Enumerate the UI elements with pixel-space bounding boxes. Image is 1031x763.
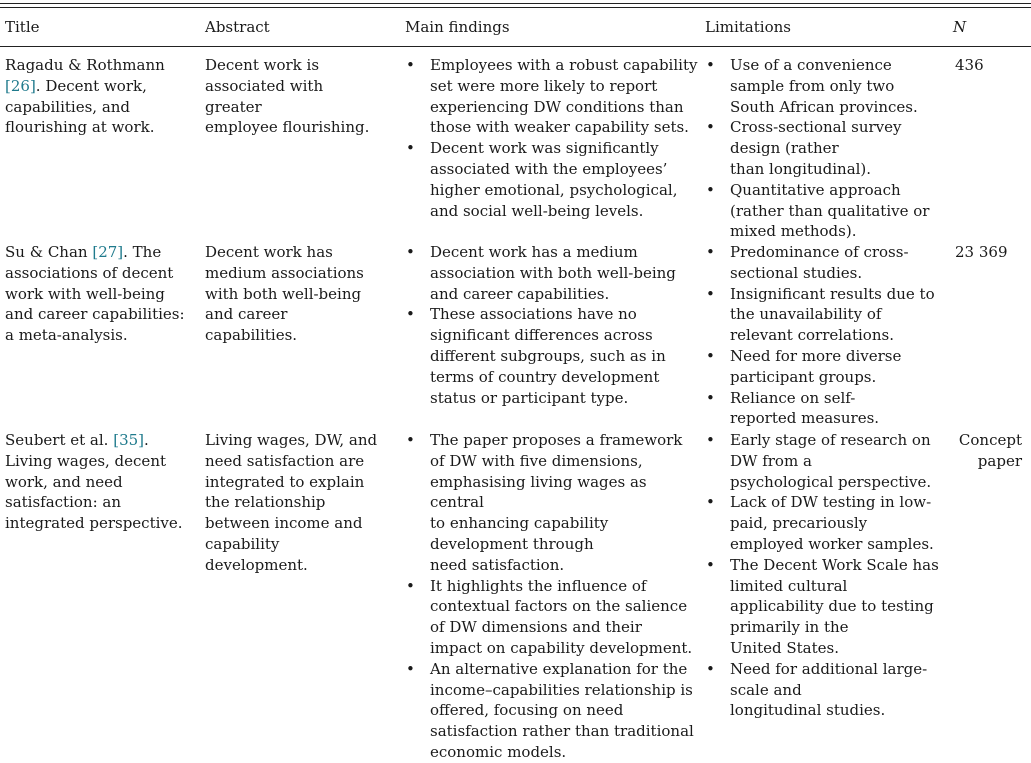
table-top-rule (0, 3, 1031, 4)
bullet-icon: • (406, 659, 415, 678)
row-2-findings-list (403, 242, 698, 408)
limitations-line: mixed methods). (730, 222, 857, 241)
bullet-icon: • (706, 659, 715, 678)
title-line: a meta-analysis. (5, 326, 128, 345)
limitations-line: psychological perspective. (730, 472, 932, 491)
abstract-line: greater (205, 97, 262, 116)
findings-line: It highlights the influence of (430, 576, 647, 595)
limitations-line: DW from a (730, 451, 812, 470)
findings-line: and career capabilities. (430, 284, 610, 303)
title-line: Ragadu & Rothmann (5, 56, 165, 74)
limitations-bullet-item (703, 346, 943, 388)
limitations-bullet-item (703, 555, 943, 659)
bullet-icon: • (706, 346, 715, 365)
limitations-line: Reliance on self- (730, 388, 856, 407)
findings-line: Decent work has a medium (430, 243, 638, 261)
findings-line: development through (430, 534, 594, 553)
findings-bullet-item (403, 576, 698, 659)
findings-line: associated with the employees’ (430, 159, 668, 178)
limitations-bullet-item (703, 117, 943, 179)
header-title: Title (5, 18, 40, 36)
findings-line: higher emotional, psychological, (430, 180, 678, 199)
bullet-icon: • (706, 388, 715, 407)
findings-line: significant differences across (430, 326, 653, 345)
header-main-findings: Main findings (405, 18, 510, 36)
findings-line: different subgroups, such as in (430, 346, 666, 365)
abstract-line: integrated to explain (205, 472, 365, 491)
limitations-line: Need for additional large- (730, 659, 928, 678)
title-line: work, and need (5, 472, 123, 491)
findings-line: satisfaction rather than traditional (430, 722, 694, 741)
title-line: Su & Chan [27]. The (5, 243, 162, 261)
findings-line: Decent work was significantly (430, 139, 659, 158)
limitations-bullet-item (703, 388, 943, 430)
bullet-icon: • (406, 56, 415, 74)
bullet-icon: • (706, 56, 715, 74)
findings-line: emphasising living wages as central (430, 472, 647, 512)
limitations-line: Use of a convenience (730, 56, 892, 74)
findings-line: set were more likely to report (430, 76, 658, 95)
limitations-line: Quantitative approach (730, 180, 901, 199)
limitations-line: scale and (730, 680, 802, 699)
row-1-n (955, 55, 1027, 76)
limitations-line: Early stage of research on (730, 431, 931, 449)
header-rule (0, 46, 1031, 47)
findings-bullet-item (403, 659, 698, 763)
row-2-n (955, 242, 1027, 263)
row-1-abstract (205, 55, 407, 138)
limitations-line: sectional studies. (730, 263, 863, 282)
header-limitations: Limitations (705, 18, 791, 36)
abstract-line: between income and (205, 514, 363, 533)
limitations-bullet-item (703, 180, 943, 242)
title-line: work with well-being (5, 284, 165, 303)
n-value-line: 23 369 (955, 243, 1008, 261)
bullet-icon: • (706, 493, 715, 512)
bullet-icon: • (706, 180, 715, 199)
abstract-line: Decent work has (205, 243, 333, 261)
n-value-line: Concept (958, 431, 1022, 449)
title-line: and career capabilities: (5, 305, 185, 324)
bullet-icon: • (406, 431, 415, 449)
limitations-line: limited cultural (730, 576, 848, 595)
limitations-line: participant groups. (730, 367, 877, 386)
limitations-line: the unavailability of (730, 305, 882, 324)
header-n: N (953, 18, 967, 36)
row-3-findings-list (403, 430, 698, 763)
limitations-line: South African provinces. (730, 97, 918, 116)
abstract-line: medium associations (205, 263, 364, 282)
limitations-line: longitudinal studies. (730, 701, 886, 720)
limitations-line: (rather than qualitative or (730, 201, 930, 220)
findings-bullet-item (403, 55, 698, 138)
findings-line: association with both well-being (430, 263, 676, 282)
bullet-icon: • (706, 118, 715, 137)
limitations-line: design (rather (730, 139, 839, 158)
header-abstract: Abstract (205, 18, 270, 36)
abstract-line: the relationship (205, 493, 326, 512)
abstract-line: with both well-being (205, 284, 362, 303)
findings-line: experiencing DW conditions than (430, 97, 684, 116)
bullet-icon: • (406, 305, 415, 324)
row-2-title (5, 242, 207, 346)
title-line: Living wages, decent (5, 451, 167, 470)
abstract-line: capability (205, 534, 280, 553)
title-line: integrated perspective. (5, 514, 183, 533)
row-1-limitations-list (703, 55, 943, 242)
findings-line: status or participant type. (430, 388, 629, 407)
table-top-rule-double (0, 7, 1031, 8)
row-3-n (950, 430, 1022, 472)
limitations-bullet-item (703, 242, 943, 284)
bullet-icon: • (706, 555, 715, 574)
findings-line: economic models. (430, 742, 567, 761)
limitations-line: Insignificant results due to (730, 284, 935, 303)
bullet-icon: • (706, 431, 715, 449)
findings-bullet-item (403, 304, 698, 408)
abstract-line: development. (205, 555, 308, 574)
findings-line: impact on capability development. (430, 638, 693, 657)
limitations-line: relevant correlations. (730, 326, 894, 345)
findings-line: need satisfaction. (430, 555, 565, 574)
limitations-bullet-item (703, 55, 943, 117)
limitations-line: United States. (730, 638, 839, 657)
findings-line: those with weaker capability sets. (430, 118, 689, 137)
findings-line: and social well-being levels. (430, 201, 644, 220)
citation-link[interactable]: [26] (5, 76, 36, 95)
abstract-line: employee flourishing. (205, 118, 370, 137)
limitations-bullet-item (703, 284, 943, 346)
n-value-line: paper (977, 451, 1022, 470)
findings-line: An alternative explanation for the (430, 659, 688, 678)
limitations-line: primarily in the (730, 618, 849, 637)
findings-line: of DW dimensions and their (430, 618, 642, 637)
findings-line: to enhancing capability (430, 514, 609, 533)
title-line: Seubert et al. [35]. (5, 431, 149, 449)
row-2-abstract (205, 242, 407, 346)
limitations-line: applicability due to testing (730, 597, 934, 616)
limitations-line: sample from only two (730, 76, 895, 95)
row-2-limitations-list (703, 242, 943, 429)
abstract-line: Living wages, DW, and (205, 431, 378, 449)
bullet-icon: • (406, 139, 415, 158)
limitations-line: employed worker samples. (730, 534, 934, 553)
limitations-line: Predominance of cross- (730, 243, 909, 261)
row-3-limitations-list (703, 430, 943, 721)
limitations-bullet-item (703, 430, 943, 492)
n-value-line: 436 (955, 56, 984, 74)
abstract-line: need satisfaction are (205, 451, 365, 470)
title-line: satisfaction: an (5, 493, 122, 512)
bullet-icon: • (406, 243, 415, 261)
findings-bullet-item (403, 138, 698, 221)
row-1-title (5, 55, 207, 138)
abstract-line: associated with (205, 76, 324, 95)
limitations-line: Cross-sectional survey (730, 118, 902, 137)
limitations-line: paid, precariously (730, 514, 868, 533)
row-3-abstract (205, 430, 407, 576)
limitations-line: Need for more diverse (730, 346, 902, 365)
findings-bullet-item (403, 430, 698, 576)
title-line: capabilities, and (5, 97, 131, 116)
bullet-icon: • (706, 284, 715, 303)
bullet-icon: • (706, 243, 715, 261)
findings-line: terms of country development (430, 367, 660, 386)
title-line: flourishing at work. (5, 118, 155, 137)
findings-line: The paper proposes a framework (430, 431, 683, 449)
title-line: [26]. Decent work, (5, 76, 147, 95)
limitations-bullet-item (703, 492, 943, 554)
findings-line: of DW with five dimensions, (430, 451, 643, 470)
title-line: associations of decent (5, 263, 174, 282)
abstract-line: capabilities. (205, 326, 298, 345)
findings-line: offered, focusing on need (430, 701, 624, 720)
abstract-line: and career (205, 305, 288, 324)
findings-bullet-item (403, 242, 698, 304)
citation-link[interactable]: [27] (92, 243, 124, 261)
limitations-line: The Decent Work Scale has (730, 555, 939, 574)
limitations-bullet-item (703, 659, 943, 721)
limitations-line: reported measures. (730, 409, 880, 428)
findings-line: contextual factors on the salience (430, 597, 688, 616)
findings-line: income–capabilities relationship is (430, 680, 693, 699)
row-3-title (5, 430, 207, 534)
citation-link[interactable]: [35] (113, 431, 145, 449)
limitations-line: than longitudinal). (730, 159, 872, 178)
limitations-line: Lack of DW testing in low- (730, 493, 932, 512)
bullet-icon: • (406, 576, 415, 595)
row-1-findings-list (403, 55, 698, 221)
findings-line: These associations have no (430, 305, 637, 324)
abstract-line: Decent work is (205, 56, 320, 74)
findings-line: Employees with a robust capability (430, 56, 698, 74)
